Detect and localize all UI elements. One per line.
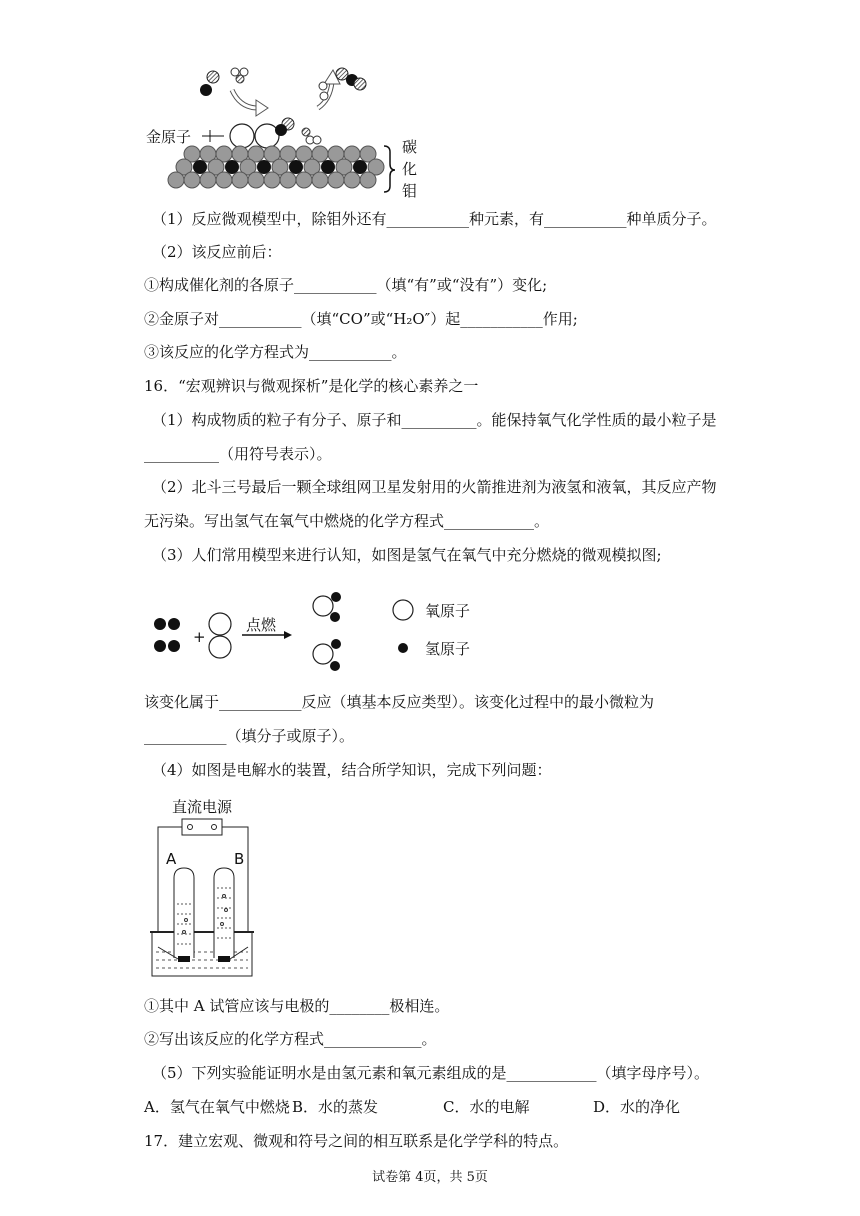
q17-title: 17．建立宏观、微观和符号之间的相互联系是化学学科的特点。 — [144, 1132, 569, 1150]
svg-text:+: + — [193, 628, 206, 646]
q15-part2b: ②金原子对___________（填“CO”或“H₂O″）起___________作用; — [144, 310, 578, 328]
hydrogen-atom-icon — [398, 643, 408, 653]
combustion-model-figure — [150, 588, 490, 678]
q16-part3a: 该变化属于___________反应（填基本反应类型）。该变化过程中的最小微粒为 — [144, 693, 655, 711]
q15-part2: （2）该反应前后： — [152, 243, 282, 261]
tube-b-label: B — [234, 850, 245, 868]
oxygen-legend: 氧原子 — [425, 602, 471, 620]
q16-part3b: ___________（填分子或原子）。 — [144, 727, 355, 745]
option-a: A．氢气在氧气中燃烧 — [144, 1098, 290, 1116]
option-d: D．水的净化 — [593, 1098, 681, 1116]
q16-part4: （4）如图是电解水的装置，结合所学知识，完成下列问题： — [152, 761, 552, 779]
q15-part2a: ①构成催化剂的各原子___________（填“有”或“没有”）变化; — [144, 276, 548, 294]
q15-part2c: ③该反应的化学方程式为___________。 — [144, 343, 407, 361]
q16-part5: （5）下列实验能证明水是由氢元素和氧元素组成的是____________（填字母序号）。 — [152, 1064, 710, 1082]
q16-part2b: 无污染。写出氢气在氧气中燃烧的化学方程式____________。 — [144, 512, 550, 530]
q16-title: 16．“宏观辨识与微观探析”是化学的核心素养之一 — [144, 377, 479, 395]
option-c: C．水的电解 — [443, 1098, 530, 1116]
tube-a-label: A — [166, 850, 177, 868]
electrolysis-figure — [146, 792, 266, 982]
carbide-label-1: 碳 — [402, 138, 418, 156]
option-b: B．水的蒸发 — [292, 1098, 379, 1116]
q16-part4b: ②写出该反应的化学方程式_____________。 — [144, 1030, 437, 1048]
q16-part3: （3）人们常用模型来进行认知，如图是氢气在氧气中充分燃烧的微观模拟图; — [152, 546, 662, 564]
oxygen-atom-icon — [393, 600, 413, 620]
q16-part1b: __________（用符号表示）。 — [144, 445, 332, 463]
hydrogen-legend: 氢原子 — [425, 640, 471, 658]
power-label: 直流电源 — [172, 798, 233, 816]
gold-atom-label: 金原子 — [146, 128, 192, 146]
carbide-label-3: 钼 — [402, 182, 418, 200]
q16-part4a: ①其中 A 试管应该与电极的________极相连。 — [144, 997, 450, 1015]
page-footer: 试卷第 4页，共 5页 — [372, 1170, 488, 1185]
carbide-label-2: 化 — [402, 160, 418, 178]
q16-part2a: （2）北斗三号最后一颗全球组网卫星发射用的火箭推进剂为液氢和液氧，其反应产物 — [152, 478, 717, 496]
q15-part1: （1）反应微观模型中，除钼外还有___________种元素，有___________种单质分子。 — [152, 210, 717, 228]
q16-part1a: （1）构成物质的粒子有分子、原子和__________。能保持氧气化学性质的最小粒子是 — [152, 411, 717, 429]
ignite-label: 点燃 — [246, 616, 277, 634]
catalyst-model-figure — [140, 60, 440, 200]
